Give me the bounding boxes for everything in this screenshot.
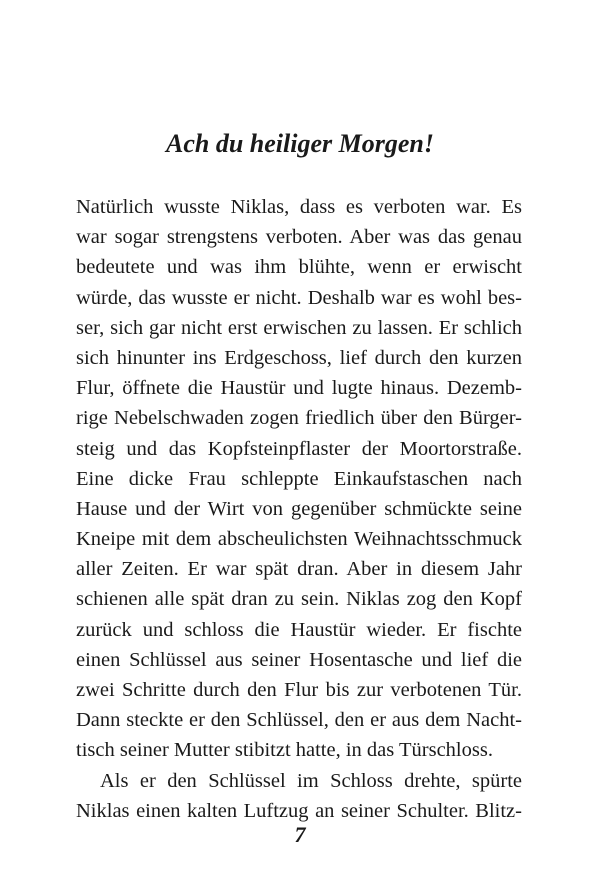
paragraph-2 — [76, 766, 522, 826]
text-line: aller Zeiten. Er war spät dran. Aber in diesem Jahr — [76, 558, 522, 581]
page-number: 7 — [294, 822, 306, 847]
text-line: schienen alle spät dran zu sein. Niklas zog den Kopf — [76, 588, 522, 611]
text-line: sich hinunter ins Erdgeschoss, lief durch den kurzen — [76, 346, 522, 369]
text-line: Hause und der Wirt von gegenüber schmückte seine — [76, 497, 522, 520]
text-line: Dann steckte er den Schlüssel, den er aus dem Nacht- — [76, 709, 522, 732]
text-line: würde, das wusste er nicht. Deshalb war es wohl bes- — [76, 286, 522, 309]
text-line: Eine dicke Frau schleppte Einkaufstaschen nach — [76, 467, 522, 490]
text-line: zurück und schloss die Haustür wieder. Er fischte — [76, 618, 522, 641]
text-line: tisch seiner Mutter stibitzt hatte, in das Türschloss. — [76, 739, 493, 762]
text-line: rige Nebelschwaden zogen friedlich über den Bürger- — [76, 407, 522, 430]
text-line: Flur, öffnete die Haustür und lugte hinaus. Dezemb- — [76, 377, 522, 400]
text-line: bedeutete und was ihm blühte, wenn er erwischt — [76, 256, 522, 279]
body-text — [76, 192, 522, 826]
text-line: zwei Schritte durch den Flur bis zur verbotenen Tür. — [76, 679, 522, 701]
text-line: Kneipe mit dem abscheulichsten Weihnachtsschmuck — [76, 528, 522, 551]
text-line: steig und das Kopfsteinpflaster der Moortorstraße. — [76, 437, 522, 460]
text-line: Niklas einen kalten Luftzug an seiner Schulter. Blitz- — [76, 799, 522, 822]
paragraph-1 — [76, 192, 522, 766]
chapter-title: Ach du heiliger Morgen! — [166, 129, 434, 158]
text-line: einen Schlüssel aus seiner Hosentasche und lief die — [76, 648, 522, 671]
text-line: Natürlich wusste Niklas, dass es verboten war. Es — [76, 196, 522, 218]
text-line: Als er den Schlüssel im Schloss drehte, spürte — [100, 769, 522, 792]
text-line: war sogar strengstens verboten. Aber was das genau — [76, 226, 522, 249]
text-line: ser, sich gar nicht erst erwischen zu lassen. Er schlich — [76, 316, 522, 339]
